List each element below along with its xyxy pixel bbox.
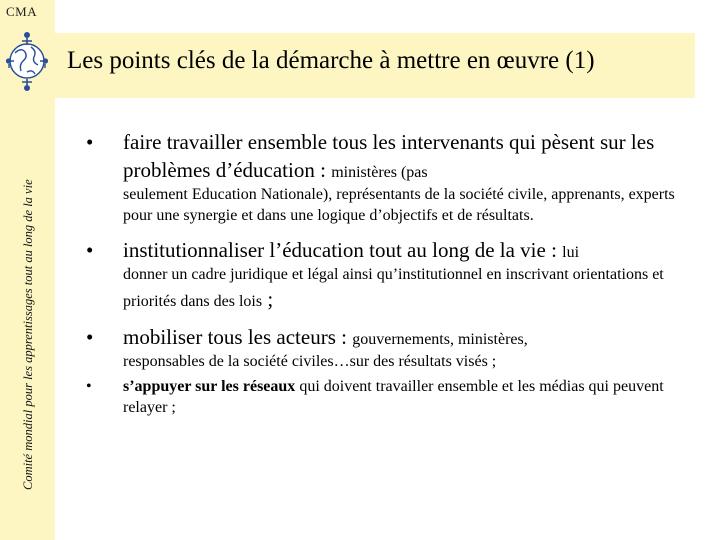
bullet-separator: : — [335, 325, 353, 349]
bullet-inline-detail: lui — [562, 244, 580, 261]
bullet-inline-detail: gouvernements, ministères, — [352, 331, 528, 348]
bullet-item — [86, 236, 696, 313]
bullet-lead: faire travailler ensemble tous les intervenants qui pèsent sur les problèmes d’éducation — [123, 130, 655, 182]
bullet-end: ; — [262, 287, 274, 311]
bullet-separator: : — [314, 158, 332, 182]
bullet-detail: responsables de la société civiles…sur des résultats visés ; — [123, 353, 497, 370]
bullet-lead: s’appuyer sur les réseaux — [123, 378, 296, 395]
bullet-inline-detail: qui doivent travailler ensemble et les médias qui peuvent relayer ; — [123, 378, 664, 416]
bullet-glyph: • — [86, 378, 92, 395]
bullet-glyph: • — [86, 238, 94, 262]
page-title: Les points clés de la démarche à mettre en œuvre (1) — [67, 47, 595, 74]
bullet-item — [86, 376, 696, 418]
bullet-lead: institutionnaliser l’éducation tout au long de la vie — [123, 238, 546, 262]
bullet-item — [86, 128, 696, 226]
bullet-detail: donner un cadre juridique et légal ainsi qu’institutionnel en inscrivant orientations et priorités dans des lois — [123, 266, 664, 310]
bullet-list — [86, 128, 696, 418]
bullet-inline-detail: ministères (pas — [331, 164, 428, 181]
bullet-lead: mobiliser tous les acteurs — [123, 325, 336, 349]
globe-figures-logo-icon — [5, 28, 49, 94]
title-bar — [55, 33, 695, 98]
bullet-detail: seulement Education Nationale), représentants de la société civile, apprenants, experts pour une synergie et dans une logique d’objectifs et de résultats. — [123, 186, 675, 224]
vertical-caption: Comité mondial pour les apprentissages tout au long de la vie — [21, 179, 35, 490]
bullet-glyph: • — [86, 325, 94, 349]
bullet-separator: : — [545, 238, 563, 262]
sidebar-strip — [0, 0, 55, 540]
bullet-glyph: • — [86, 130, 94, 154]
org-abbrev: CMA — [6, 4, 38, 19]
bullet-item — [86, 323, 696, 372]
